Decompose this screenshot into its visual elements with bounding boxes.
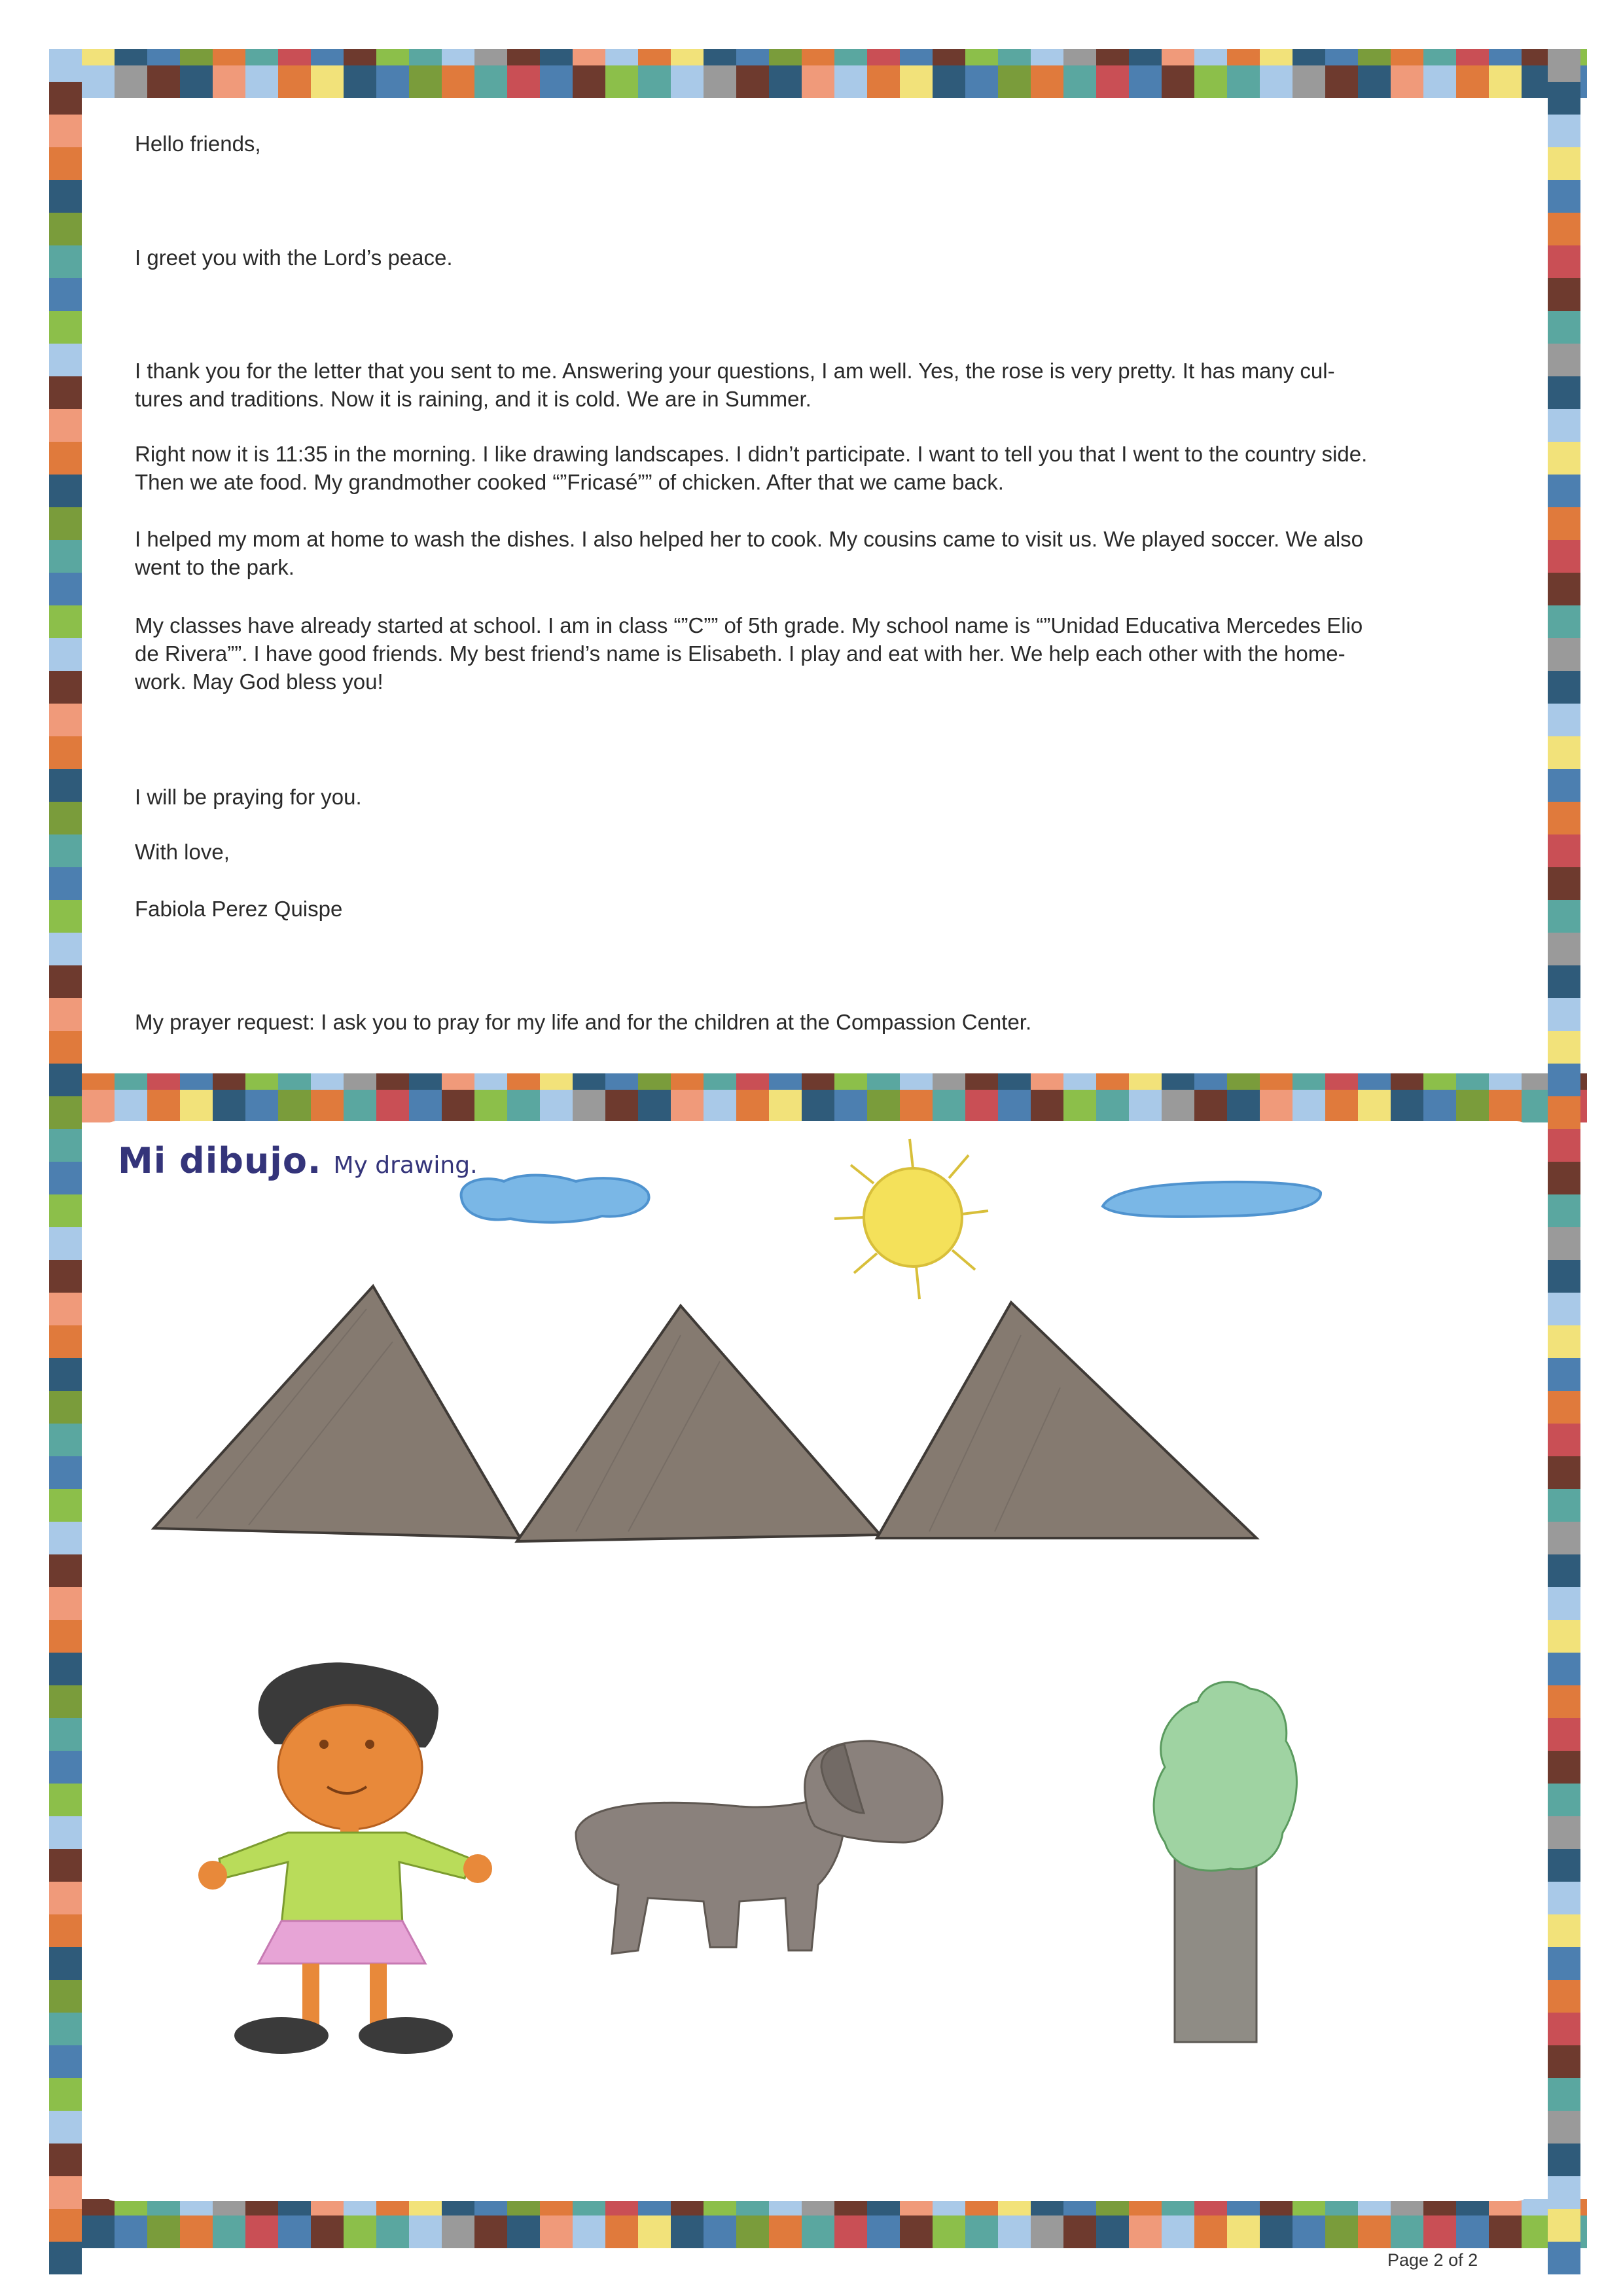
greeting: Hello friends, xyxy=(135,132,261,156)
paragraph-3: I helped my mom at home to wash the dishes. I also helped her to cook. My cousins came to visit us. We played soccer. We also went to the park. xyxy=(135,527,1364,579)
drawing-title-spanish: Mi dibujo. xyxy=(118,1140,322,1181)
paragraph-1: I thank you for the letter that you sent to me. Answering your questions, I am well. Yes, the rose is very pretty. It has many cul- tures and traditions. Now it is raining, and it is cold. We are in Summer. xyxy=(135,359,1335,411)
cloud-right xyxy=(1103,1182,1321,1217)
dog-body xyxy=(576,1793,844,1954)
signature: Fabiola Perez Quispe xyxy=(135,897,343,921)
cloud-left xyxy=(461,1175,649,1223)
girl-face xyxy=(278,1705,422,1829)
girl-shirt xyxy=(219,1833,471,1924)
mountains xyxy=(154,1286,1257,1541)
dog-figure xyxy=(576,1741,942,1954)
closing-salutation: With love, xyxy=(135,840,230,864)
opening-line: I greet you with the Lord’s peace. xyxy=(135,245,453,270)
girl-figure xyxy=(198,1662,492,2054)
girl-skirt xyxy=(259,1921,425,1964)
drawing-title-english: My drawing. xyxy=(333,1152,478,1179)
tree-canopy xyxy=(1154,1682,1296,1871)
paragraph-4: My classes have already started at school. I am in class “”C”” of 5th grade. My school name is “”Unidad Educativa Mercedes Elio de Rivera””. I have good friends. My best friend’s name is Elisabeth. I play and eat with her. We help each other with the home- work. May God bless you! xyxy=(135,613,1363,694)
tree-figure xyxy=(1154,1682,1296,2042)
tree-trunk xyxy=(1175,1859,1257,2042)
paragraph-2: Right now it is 11:35 in the morning. I like drawing landscapes. I didn’t participate. I want to tell you that I went to the country side. Then we ate food. My grandmother cooked “”Fricasé”” of chicken. After that we came back. xyxy=(135,442,1368,494)
prayer-request: My prayer request: I ask you to pray for my life and for the children at the Compassion Center. xyxy=(135,1010,1032,1034)
sun xyxy=(834,1139,988,1299)
page-number: Page 2 of 2 xyxy=(1387,2250,1478,2270)
mountain-middle xyxy=(517,1306,880,1541)
mountain-right xyxy=(877,1302,1257,1538)
closing-line: I will be praying for you. xyxy=(135,785,362,809)
